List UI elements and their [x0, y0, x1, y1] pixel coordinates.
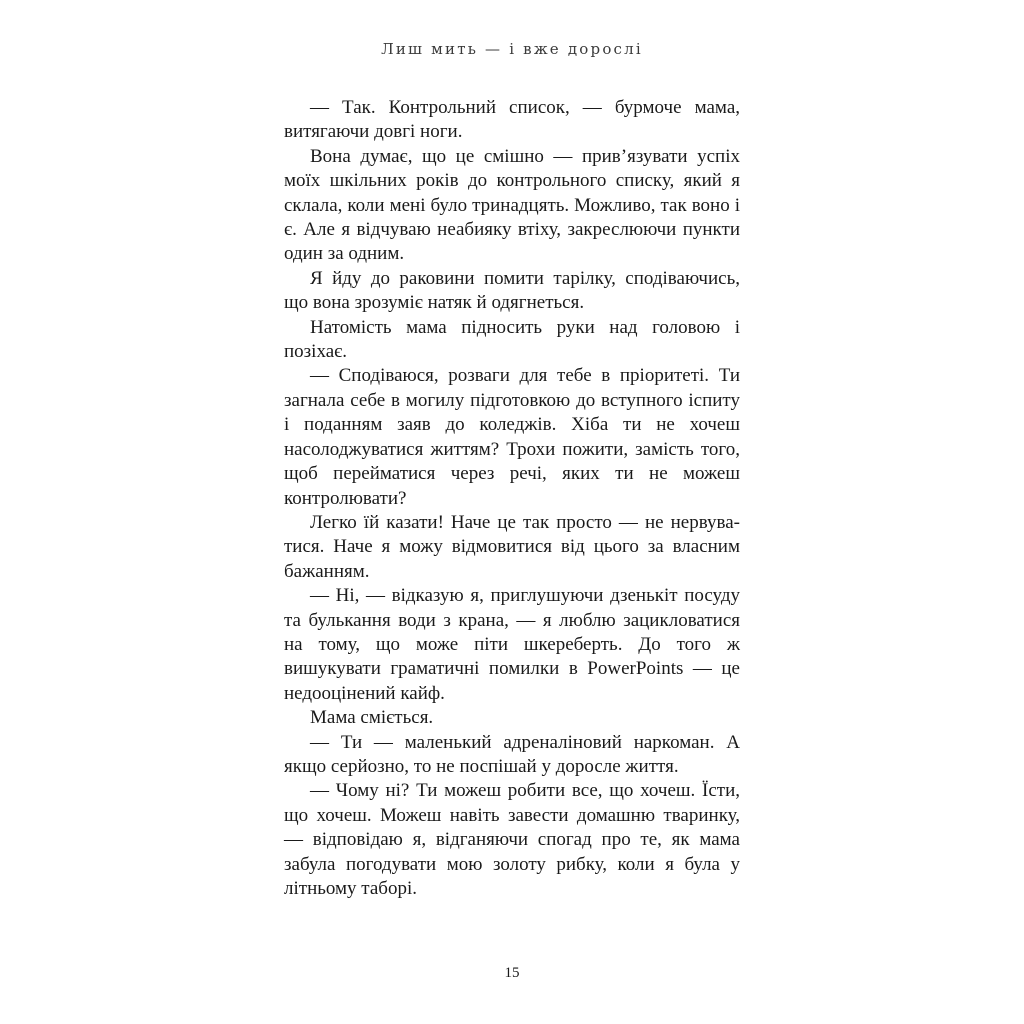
running-head-title: Лиш мить — і вже дорослі: [381, 40, 643, 58]
paragraph: Легко їй казати! Наче це так просто — не нервуватися. Наче я можу відмовитися від цього за власним бажанням.: [284, 511, 740, 582]
paragraph: Мама сміється.: [310, 707, 434, 729]
paragraph: — Ні, — відказую я, приглушуючи дзенькіт посуду та булькання води з крана, — я люблю зацикловатися на тому, що може піти шкереберть. До того ж вишукувати граматичні помилки в PowerPoints — це недооцінений кайф.: [284, 585, 740, 704]
paragraph: — Так. Контрольний список, — бурмоче мама, витягаючи довгі ноги.: [284, 97, 740, 143]
paragraph: — Чому ні? Ти можеш робити все, що хочеш. Їсти, що хочеш. Можеш навіть завести домашню тваринку, — відповідаю я, відганяючи спогад про те, як мама забула погодувати мою золоту рибку, коли я була у літньому таборі.: [284, 780, 740, 899]
body-text: [284, 96, 740, 901]
page-number: 15: [504, 965, 520, 981]
paragraph: Натомість мама підносить руки над головою і позіхає.: [284, 316, 740, 363]
paragraph: Вона думає, що це смішно — прив’язувати успіх моїх шкільних років до контрольного списку, який я склала, коли мені було тринадцять. Можливо, так воно і є. Але я відчуваю неабияку втіху, закреслюючи пункти один за одним.: [284, 145, 740, 265]
paragraph: — Ти — маленький адреналіновий наркоман. А якщо серйозно, то не поспішай у доросле життя.: [284, 731, 740, 777]
paragraph: — Сподіваюся, розваги для тебе в пріоритеті. Ти загнала себе в могилу підготовкою до вступного іспиту і поданням заяв до коледжів. Хіба ти не хочеш насолоджуватися життям? Трохи пожити, замість того, щоб перейматися через речі, яких ти не можеш контролювати?: [284, 365, 740, 509]
paragraph: Я йду до раковини помити тарілку, сподіваючись, що вона зрозуміє натяк й одягнеться.: [284, 267, 740, 314]
